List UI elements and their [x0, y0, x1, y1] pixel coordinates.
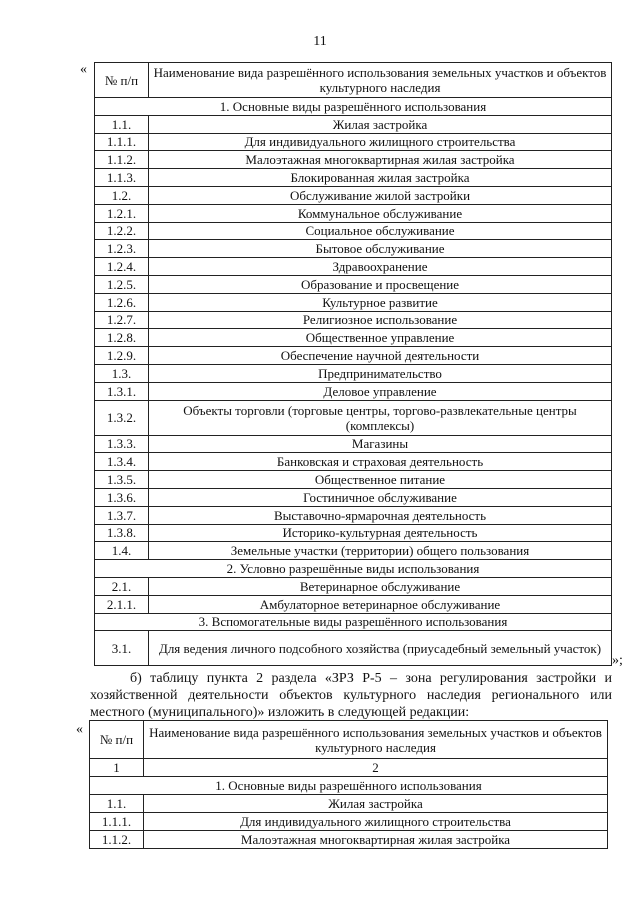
row-number: 1.1.3. [95, 169, 149, 187]
row-name: Для индивидуального жилищного строительства [149, 133, 612, 151]
table-row [95, 435, 612, 453]
row-number: 1.2.1. [95, 204, 149, 222]
table-row [95, 311, 612, 329]
header-number-cell: № п/п [90, 721, 144, 759]
opening-quote-2: « [76, 722, 83, 737]
row-name: Социальное обслуживание [149, 222, 612, 240]
row-name: Выставочно-ярмарочная деятельность [149, 506, 612, 524]
row-name: Для ведения личного подсобного хозяйства (приусадебный земельный участок) [149, 631, 612, 666]
row-name: Деловое управление [149, 382, 612, 400]
table-row [95, 347, 612, 365]
closing-quote: »; [612, 653, 623, 668]
row-name: Здравоохранение [149, 258, 612, 276]
row-number: 1.4. [95, 542, 149, 560]
opening-quote-1: « [80, 62, 87, 77]
table-header-row [95, 63, 612, 98]
table-header-row [90, 721, 608, 759]
column-number-row [90, 759, 608, 777]
table-row [95, 488, 612, 506]
table-row [95, 364, 612, 382]
table-row [95, 595, 612, 613]
row-number: 1.1.1. [95, 133, 149, 151]
column-number-cell: 2 [144, 759, 608, 777]
land-use-table-2 [89, 720, 608, 849]
table-row [95, 329, 612, 347]
row-number: 3.1. [95, 631, 149, 666]
row-name: Жилая застройка [149, 115, 612, 133]
row-number: 1.2. [95, 186, 149, 204]
row-number: 1.2.3. [95, 240, 149, 258]
table-row [95, 258, 612, 276]
row-number: 1.3.1. [95, 382, 149, 400]
table-row [95, 186, 612, 204]
header-name-cell: Наименование вида разрешённого использования земельных участков и объектов культурного наследия [149, 63, 612, 98]
table-row [90, 813, 608, 831]
row-number: 1.2.4. [95, 258, 149, 276]
table-row [90, 831, 608, 849]
row-name: Малоэтажная многоквартирная жилая застройка [144, 831, 608, 849]
row-number: 1.3.2. [95, 400, 149, 435]
row-number: 1.1. [90, 795, 144, 813]
table-row [95, 453, 612, 471]
row-name: Блокированная жилая застройка [149, 169, 612, 187]
row-name: Для индивидуального жилищного строительства [144, 813, 608, 831]
row-number: 1.2.7. [95, 311, 149, 329]
table-row [95, 240, 612, 258]
row-number: 1.1.2. [95, 151, 149, 169]
row-number: 2.1.1. [95, 595, 149, 613]
row-name: Предпринимательство [149, 364, 612, 382]
table-row [95, 506, 612, 524]
table-row [95, 115, 612, 133]
table-row [95, 471, 612, 489]
row-number: 1.3.3. [95, 435, 149, 453]
row-number: 1.3.8. [95, 524, 149, 542]
table-row [95, 577, 612, 595]
column-number-cell: 1 [90, 759, 144, 777]
row-name: Жилая застройка [144, 795, 608, 813]
row-name: Обеспечение научной деятельности [149, 347, 612, 365]
amendment-paragraph: б) таблицу пункта 2 раздела «ЗРЗ Р-5 – зона регулирования застройки и хозяйственной деятельности объектов культурного наследия регионального или местного (муниципального)» изложить в следующей редакции: [90, 671, 612, 720]
row-name: Общественное питание [149, 471, 612, 489]
row-number: 1.3.5. [95, 471, 149, 489]
section-heading: 2. Условно разрешённые виды использования [95, 560, 612, 578]
row-name: Земельные участки (территории) общего пользования [149, 542, 612, 560]
table-row [95, 222, 612, 240]
table-row [95, 400, 612, 435]
land-use-table-1 [94, 62, 612, 666]
row-number: 1.1.1. [90, 813, 144, 831]
row-number: 1.3.7. [95, 506, 149, 524]
row-name: Коммунальное обслуживание [149, 204, 612, 222]
row-name: Бытовое обслуживание [149, 240, 612, 258]
section-heading-row [95, 98, 612, 116]
section-heading: 1. Основные виды разрешённого использования [95, 98, 612, 116]
row-name: Религиозное использование [149, 311, 612, 329]
row-name: Ветеринарное обслуживание [149, 577, 612, 595]
section-heading-row [95, 613, 612, 631]
section-heading: 1. Основные виды разрешённого использования [90, 777, 608, 795]
table-row [95, 293, 612, 311]
row-number: 1.3.4. [95, 453, 149, 471]
table-row [95, 524, 612, 542]
table-row [95, 133, 612, 151]
header-name-cell: Наименование вида разрешённого использования земельных участков и объектов культурного наследия [144, 721, 608, 759]
row-name: Гостиничное обслуживание [149, 488, 612, 506]
table-row [95, 542, 612, 560]
table-row [95, 382, 612, 400]
page-number: 11 [313, 34, 327, 49]
row-number: 1.2.6. [95, 293, 149, 311]
table-row [95, 275, 612, 293]
table-row [95, 631, 612, 666]
row-number: 1.1. [95, 115, 149, 133]
row-name: Банковская и страховая деятельность [149, 453, 612, 471]
section-heading-row [90, 777, 608, 795]
row-number: 1.1.2. [90, 831, 144, 849]
table-row [90, 795, 608, 813]
row-name: Культурное развитие [149, 293, 612, 311]
row-name: Объекты торговли (торговые центры, торгово-развлекательные центры (комплексы) [149, 400, 612, 435]
row-name: Магазины [149, 435, 612, 453]
row-number: 1.2.5. [95, 275, 149, 293]
row-number: 2.1. [95, 577, 149, 595]
row-name: Общественное управление [149, 329, 612, 347]
row-name: Историко-культурная деятельность [149, 524, 612, 542]
row-name: Образование и просвещение [149, 275, 612, 293]
row-name: Обслуживание жилой застройки [149, 186, 612, 204]
row-number: 1.2.9. [95, 347, 149, 365]
row-number: 1.2.2. [95, 222, 149, 240]
row-name: Амбулаторное ветеринарное обслуживание [149, 595, 612, 613]
table-row [95, 204, 612, 222]
row-name: Малоэтажная многоквартирная жилая застройка [149, 151, 612, 169]
table-row [95, 151, 612, 169]
header-number-cell: № п/п [95, 63, 149, 98]
row-number: 1.3. [95, 364, 149, 382]
section-heading: 3. Вспомогательные виды разрешённого использования [95, 613, 612, 631]
row-number: 1.3.6. [95, 488, 149, 506]
row-number: 1.2.8. [95, 329, 149, 347]
section-heading-row [95, 560, 612, 578]
table-row [95, 169, 612, 187]
